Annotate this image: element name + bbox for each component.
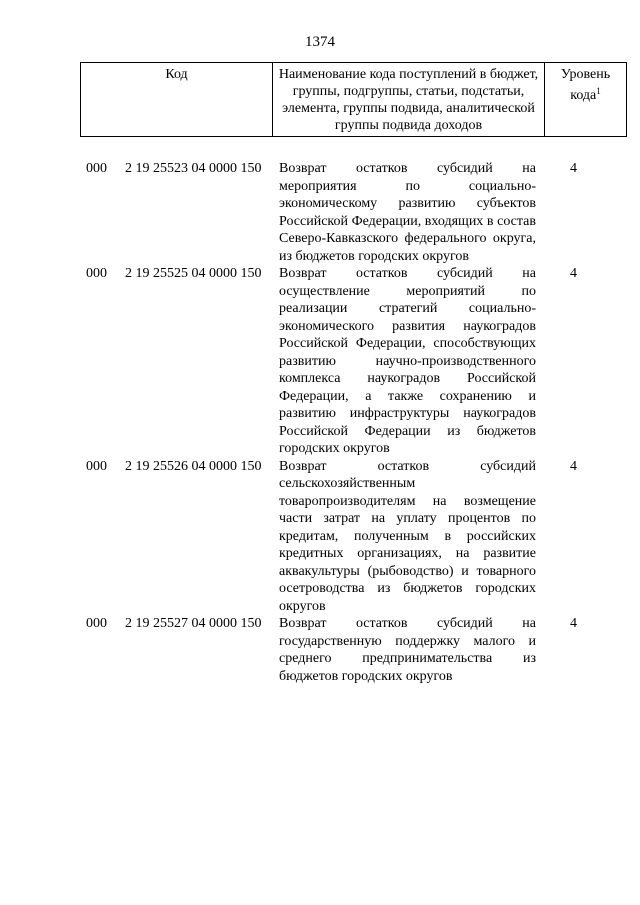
row-level: 4 xyxy=(570,266,577,281)
table-header xyxy=(80,62,627,137)
row-prefix: 000 xyxy=(86,616,107,631)
row-level: 4 xyxy=(570,161,577,176)
row-prefix: 000 xyxy=(86,266,107,281)
row-description: Возврат остатков субсидий на мероприятия по социально-экономическому развитию субъектов Российской Федерации, входящих в состав Северо-Кавказского федерального округа, из бюджетов городских округов xyxy=(279,161,536,264)
header-name: Наименование кода поступлений в бюджет, группы, подгруппы, статьи, подстатьи, элемента, группы подвида, аналитической группы подвида доходов xyxy=(273,63,545,137)
row-prefix: 000 xyxy=(86,161,107,176)
table-row xyxy=(80,458,611,616)
header-level-footnote: 1 xyxy=(596,86,601,96)
row-level: 4 xyxy=(570,616,577,631)
row-level: 4 xyxy=(570,458,577,474)
row-code: 2 19 25526 04 0000 150 xyxy=(125,458,262,474)
row-description: Возврат остатков субсидий сельскохозяйственным товаропроизводителям на возмещение части затрат на уплату процентов по кредитам, полученным в российских кредитных организациях, на развитие аквакультуры (рыбоводство) и товарного осетроводства из бюджетов городских округов xyxy=(279,458,536,614)
row-prefix: 000 xyxy=(86,458,107,474)
table-row xyxy=(80,160,611,265)
table-row xyxy=(80,615,611,685)
row-code: 2 19 25525 04 0000 150 xyxy=(125,266,262,281)
table-row xyxy=(80,265,611,458)
row-description: Возврат остатков субсидий на государственную поддержку малого и среднего предпринимательства из бюджетов городских округов xyxy=(279,616,536,684)
header-level-label: Уровень кода xyxy=(560,67,611,103)
page-number: 1374 xyxy=(305,34,335,50)
row-description: Возврат остатков субсидий на осуществление мероприятий по реализации стратегий социально-экономического развития наукоградов Российской Федерации, способствующих развитию научно-производственного комплекса наукоградов Российской Федерации, а также сохранению и развитию инфраструктуры наукоградов Российской Федерации из бюджетов городских округов xyxy=(279,266,536,456)
row-code: 2 19 25523 04 0000 150 xyxy=(125,161,262,176)
header-code: Код xyxy=(81,63,273,137)
header-level xyxy=(545,63,627,137)
table-body xyxy=(80,160,611,685)
row-code: 2 19 25527 04 0000 150 xyxy=(125,616,262,631)
